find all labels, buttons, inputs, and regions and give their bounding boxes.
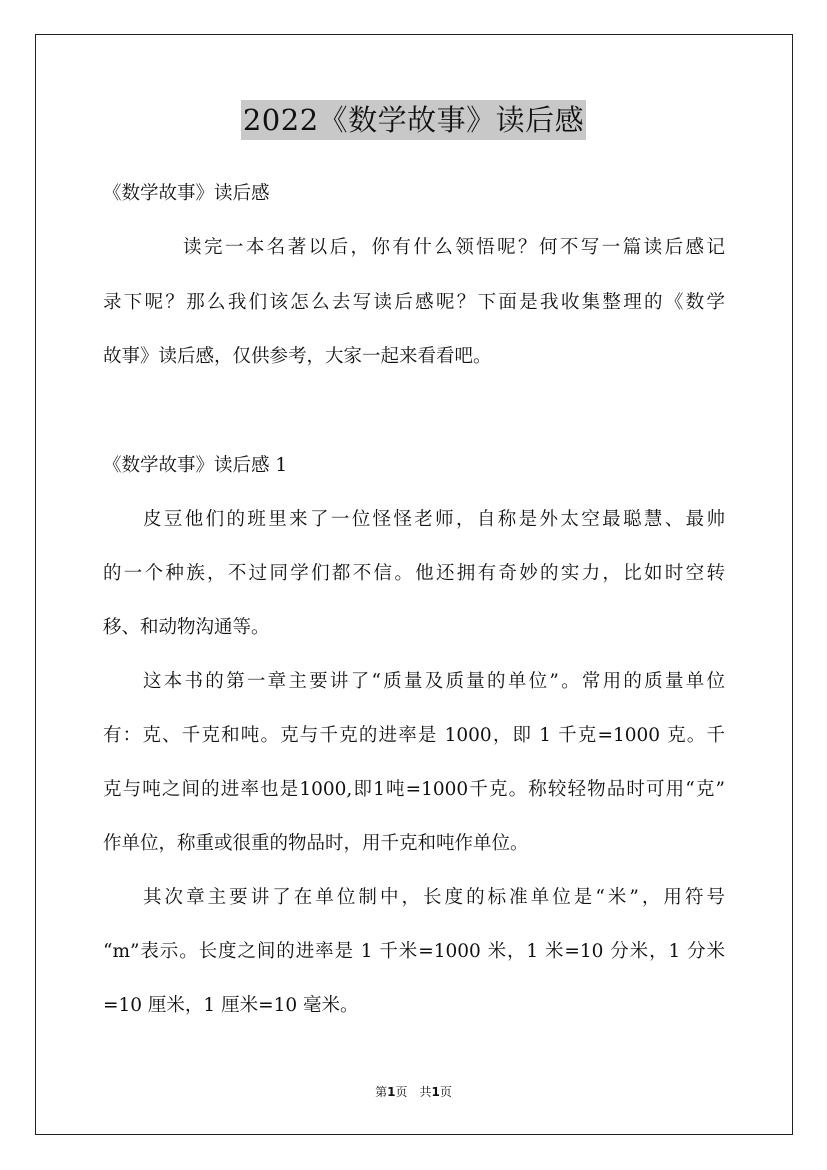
footer-page-total: 1 <box>431 1085 440 1099</box>
footer-text: 第 <box>375 1085 388 1099</box>
intro-line: 读完一本名著以后，你有什么领悟呢？何不写一篇读后感记 <box>183 237 725 258</box>
para3-line: “m”表示。长度之间的进率是 1 千米=1000 米，1 米=10 分米，1 分米 <box>103 941 725 962</box>
subtitle: 《数学故事》读后感 <box>103 183 270 204</box>
footer-text: 页 共 <box>395 1085 432 1099</box>
footer-text: 页 <box>439 1085 452 1099</box>
para3-line: =10 厘米，1 厘米=10 毫米。 <box>103 995 359 1016</box>
footer-page-number: 1 <box>387 1085 396 1099</box>
para2-line: 这本书的第一章主要讲了“质量及质量的单位”。常用的质量单位 <box>143 671 725 692</box>
intro-line: 录下呢？那么我们该怎么去写读后感呢？下面是我收集整理的《数学 <box>103 292 725 313</box>
para1-line: 移、和动物沟通等。 <box>103 617 270 638</box>
section-heading: 《数学故事》读后感 1 <box>103 455 288 476</box>
para2-line: 克与吨之间的进率也是1000,即1吨=1000千克。称较轻物品时可用“克” <box>103 779 725 800</box>
page-footer <box>0 1083 827 1100</box>
document-title: 2022《数学故事》读后感 <box>241 100 586 140</box>
para3-line: 其次章主要讲了在单位制中，长度的标准单位是“米”，用符号 <box>143 887 725 908</box>
para2-line: 作单位，称重或很重的物品时，用千克和吨作单位。 <box>103 833 529 854</box>
title-container <box>0 100 827 140</box>
para2-line: 有：克、千克和吨。克与千克的进率是 1000，即 1 千克=1000 克。千 <box>103 725 725 746</box>
intro-line: 故事》读后感，仅供参考，大家一起来看看吧。 <box>103 346 492 367</box>
para1-line: 皮豆他们的班里来了一位怪怪老师，自称是外太空最聪慧、最帅 <box>143 509 725 530</box>
para1-line: 的一个种族，不过同学们都不信。他还拥有奇妙的实力，比如时空转 <box>103 563 725 584</box>
